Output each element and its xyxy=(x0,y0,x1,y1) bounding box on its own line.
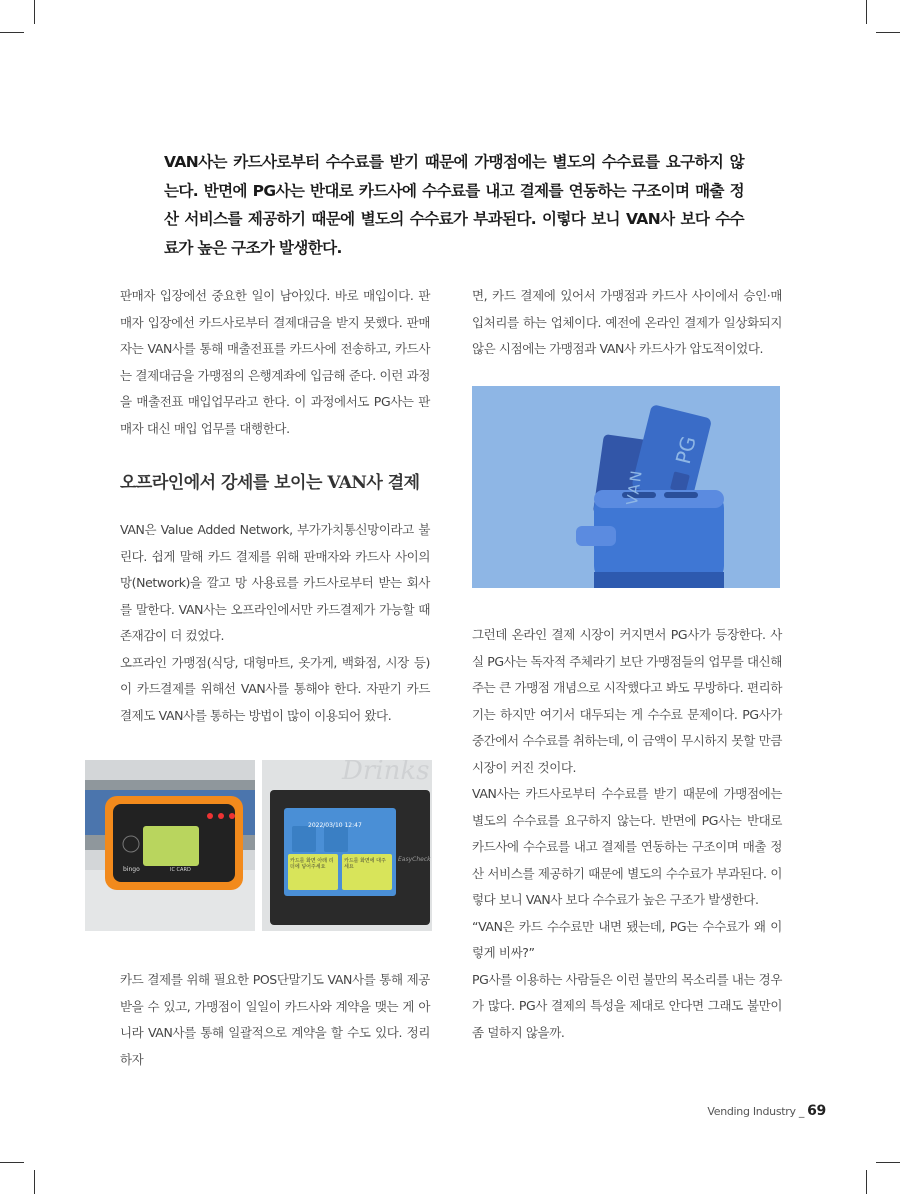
left-column xyxy=(120,517,430,729)
paragraph: 카드 결제를 위해 필요한 POS단말기도 VAN사를 통해 제공받을 수 있고, 가맹점이 일일이 카드사와 계약을 맺는 게 아니라 VAN사를 통해 일괄적으로 계약을 할 수도 있다. 정리하자 xyxy=(120,972,430,1067)
quote-paragraph: “VAN은 카드 수수료만 내면 됐는데, PG는 수수료가 왜 이렇게 비싸?” xyxy=(472,918,782,960)
device-brand: EasyCheck xyxy=(398,856,431,863)
paragraph: 그런데 온라인 결제 시장이 커지면서 PG사가 등장한다. 사실 PG사는 독자적 주체라기 보단 가맹점들의 업무를 대신해주는 큰 가맹점 개념으로 시작했다고 봐도 무방하다. 편리하기는 하지만 여기서 대두되는 게 수수료 문제이다. PG사가 중간에서 수수료를 취하는데, 이 금액이 무시하지 못할 만큼 시장이 커진 것이다. xyxy=(472,627,782,775)
card-reader-illustration xyxy=(85,760,255,931)
right-column xyxy=(472,622,782,1046)
magazine-name: Vending Industry _ xyxy=(707,1105,805,1118)
brand-label: bingo xyxy=(123,866,140,873)
section-heading: 오프라인에서 강세를 보이는 VAN사 결제 xyxy=(120,473,420,493)
card-reader-photo xyxy=(85,760,255,931)
right-column xyxy=(472,283,782,363)
paragraph: PG사를 이용하는 사람들은 이런 불만의 목소리를 내는 경우가 많다. PG사 결제의 특성을 제대로 안다면 그래도 불만이 좀 덜하지 않을까. xyxy=(472,971,782,1040)
crop-mark xyxy=(34,1170,35,1194)
drinks-sign: Drinks xyxy=(342,760,430,786)
ic-card-label: IC CARD xyxy=(170,867,191,873)
page-number: 69 xyxy=(807,1103,826,1119)
page-footer xyxy=(707,1103,826,1119)
crop-mark xyxy=(866,0,867,24)
paragraph: VAN사는 카드사로부터 수수료를 받기 때문에 가맹점에는 별도의 수수료를 요구하지 않는다. 반면에 PG사는 반대로 카드사에 수수료를 내고 결제를 연동하는 구조이며 매출 정산 서비스를 제공하기 때문에 별도의 수수료가 부과된다. 이렇다 보니 VAN사 보다 수수료가 높은 구조가 발생한다. xyxy=(472,786,782,907)
lead-paragraph: VAN사는 카드사로부터 수수료를 받기 때문에 가맹점에는 별도의 수수료를 요구하지 않는다. 반면에 PG사는 반대로 카드사에 수수료를 내고 결제를 연동하는 구조이며 매출 정산 서비스를 제공하기 때문에 별도의 수수료가 부과된다. 이렇다 보니 VAN사 보다 수수료가 높은 구조가 발생한다. xyxy=(164,153,744,257)
crop-mark xyxy=(34,0,35,24)
left-column xyxy=(120,967,430,1073)
crop-mark xyxy=(876,1162,900,1163)
paragraph: VAN은 Value Added Network, 부가가치통신망이라고 불린다. 쉽게 말해 카드 결제를 위해 판매자와 카드사 사이의 망(Network)을 깔고 망 사용료를 카드사로부터 받는 회사를 말한다. VAN사는 오프라인에서만 카드결제가 가능할 때 존재감이 더 컸었다. xyxy=(120,522,430,643)
crop-mark xyxy=(876,32,900,33)
crop-mark xyxy=(866,1170,867,1194)
terminal-date: 2022/03/10 12:47 xyxy=(308,822,362,829)
crop-mark xyxy=(0,1162,24,1163)
left-column xyxy=(120,283,430,442)
pg-card-label: PG xyxy=(670,433,701,467)
paragraph: 오프라인 가맹점(식당, 대형마트, 옷가게, 백화점, 시장 등)이 카드결제를 위해선 VAN사를 통해야 한다. 자판기 카드 결제도 VAN사를 통하는 방법이 많이 이용되어 왔다. xyxy=(120,654,430,723)
terminal-button-label: 카드를 화면 아래 리더에 넣어주세요 xyxy=(290,858,334,870)
van-card-label: VAN xyxy=(622,467,646,507)
terminal-button-label: 카드를 화면에 대주세요 xyxy=(344,858,386,870)
paragraph: 면, 카드 결제에 있어서 가맹점과 카드사 사이에서 승인·매입처리를 하는 업체이다. 예전에 온라인 결제가 일상화되지 않은 시점에는 가맹점과 VAN사 카드사가 압도적이었다. xyxy=(472,288,782,356)
payment-terminal-photo xyxy=(262,760,432,931)
paragraph: 판매자 입장에선 중요한 일이 남아있다. 바로 매입이다. 판매자 입장에선 카드사로부터 결제대금을 받지 못했다. 판매자는 VAN사를 통해 매출전표를 카드사에 전송하고, 카드사는 결제대금을 가맹점의 은행계좌에 입금해 준다. 이런 과정을 매출전표 매입업무라고 한다. 이 과정에서도 PG사는 판매자 대신 매입 업무를 대행한다. xyxy=(120,288,430,436)
crop-mark xyxy=(0,32,24,33)
toaster-illustration xyxy=(472,386,780,588)
